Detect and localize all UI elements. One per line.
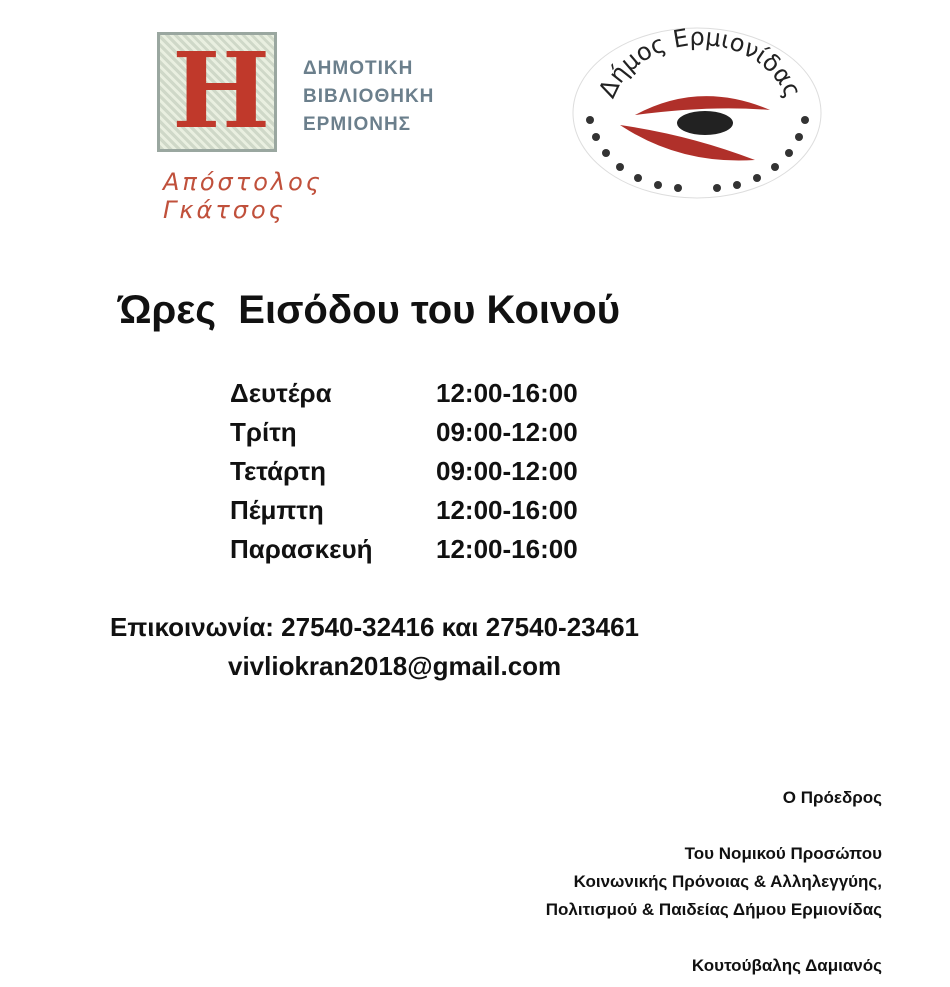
schedule-day: Παρασκευή (230, 534, 373, 564)
footer-org-line: Του Νομικού Προσώπου (684, 844, 882, 863)
page-title: Ώρες Εισόδου του Κοινού (118, 288, 620, 332)
footer-org-line: Κοινωνικής Πρόνοιας & Αλληλεγγύης, (573, 872, 882, 891)
contact-phones: Επικοινωνία: 27540-32416 και 27540-23461 (110, 612, 639, 642)
municipality-logo-text: Δήμος Ερμιονίδας (593, 25, 807, 103)
schedule-day: Δευτέρα (230, 378, 332, 408)
library-signature: Απόστολος Γκάτσος (163, 168, 323, 224)
footer-signatory-name: Κουτούβαλης Δαμιανός (691, 956, 882, 975)
schedule-day: Τρίτη (230, 417, 297, 447)
footer-role: Ο Πρόεδρος (782, 788, 882, 807)
footer-org-line: Πολιτισμού & Παιδείας Δήμου Ερμιονίδας (545, 900, 882, 919)
illuminated-initial-icon: H (157, 32, 277, 152)
schedule-hours: 12:00-16:00 (436, 534, 578, 564)
library-name-line: ΒΙΒΛΙΟΘΗΚΗ (303, 86, 435, 107)
library-logo (155, 29, 455, 224)
schedule-day: Τετάρτη (230, 456, 327, 486)
schedule-hours: 12:00-16:00 (436, 495, 578, 525)
library-name-line: ΕΡΜΙΟΝΗΣ (303, 114, 412, 135)
contact-email[interactable]: vivliokran2018@gmail.com (228, 651, 562, 681)
schedule-day: Πέμπτη (230, 495, 324, 525)
municipality-logo (570, 25, 825, 200)
schedule-hours: 12:00-16:00 (436, 378, 578, 408)
library-name-line: ΔΗΜΟΤΙΚΗ (303, 58, 414, 79)
shell-icon (677, 111, 733, 135)
schedule-hours: 09:00-12:00 (436, 456, 578, 486)
library-name (303, 55, 434, 139)
schedule-hours: 09:00-12:00 (436, 417, 578, 447)
